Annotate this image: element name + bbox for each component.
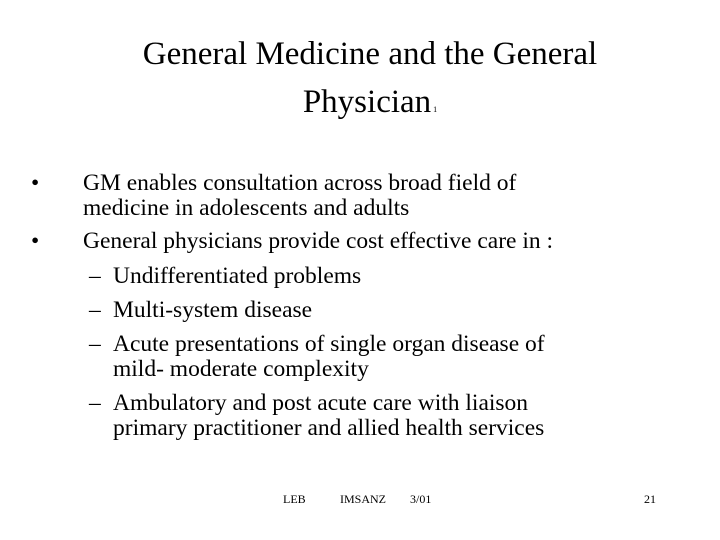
sub-bullet-acute-presentations bbox=[30, 332, 690, 382]
slide-title bbox=[100, 30, 640, 134]
sub-bullet-text-line: primary practitioner and allied health services bbox=[113, 415, 545, 441]
slide-title-line-1: General Medicine and the General bbox=[142, 36, 598, 72]
bullet-marker: • bbox=[31, 170, 40, 196]
bullet-item-cost-effective-care bbox=[30, 229, 690, 254]
bullet-text-line: General physicians provide cost effective care in : bbox=[83, 228, 554, 254]
footer-date: 3/01 bbox=[410, 492, 432, 506]
slide-title-line-2-text: Physician bbox=[302, 84, 432, 120]
sub-bullet-text-line: Undifferentiated problems bbox=[113, 263, 362, 289]
bullet-text-line: medicine in adolescents and adults bbox=[83, 195, 410, 221]
footer-organization: IMSANZ bbox=[340, 492, 387, 506]
sub-bullet-text-line: Acute presentations of single organ disease of bbox=[113, 331, 545, 357]
dash-marker: – bbox=[89, 390, 101, 416]
dash-marker: – bbox=[89, 297, 101, 323]
sub-bullet-text-line: Multi-system disease bbox=[113, 297, 313, 323]
sub-bullet-multi-system-disease bbox=[30, 298, 690, 323]
dash-marker: – bbox=[89, 263, 101, 289]
sub-bullet-text-line: Ambulatory and post acute care with liaison bbox=[113, 390, 529, 416]
slide-body bbox=[30, 171, 690, 450]
dash-marker: – bbox=[89, 331, 101, 357]
footer-page-number: 21 bbox=[644, 492, 656, 506]
sub-bullet-undifferentiated-problems bbox=[30, 264, 690, 289]
title-footnote-marker: 1 bbox=[433, 105, 438, 114]
sub-bullet-text-line: mild- moderate complexity bbox=[113, 356, 369, 382]
slide-title-line-2 bbox=[100, 78, 640, 134]
bullet-item-consultation bbox=[30, 171, 690, 221]
sub-bullet-ambulatory-care bbox=[30, 391, 690, 441]
bullet-text-line: GM enables consultation across broad field of bbox=[83, 170, 517, 196]
bullet-marker: • bbox=[31, 228, 40, 254]
footer-author: LEB bbox=[283, 492, 306, 506]
